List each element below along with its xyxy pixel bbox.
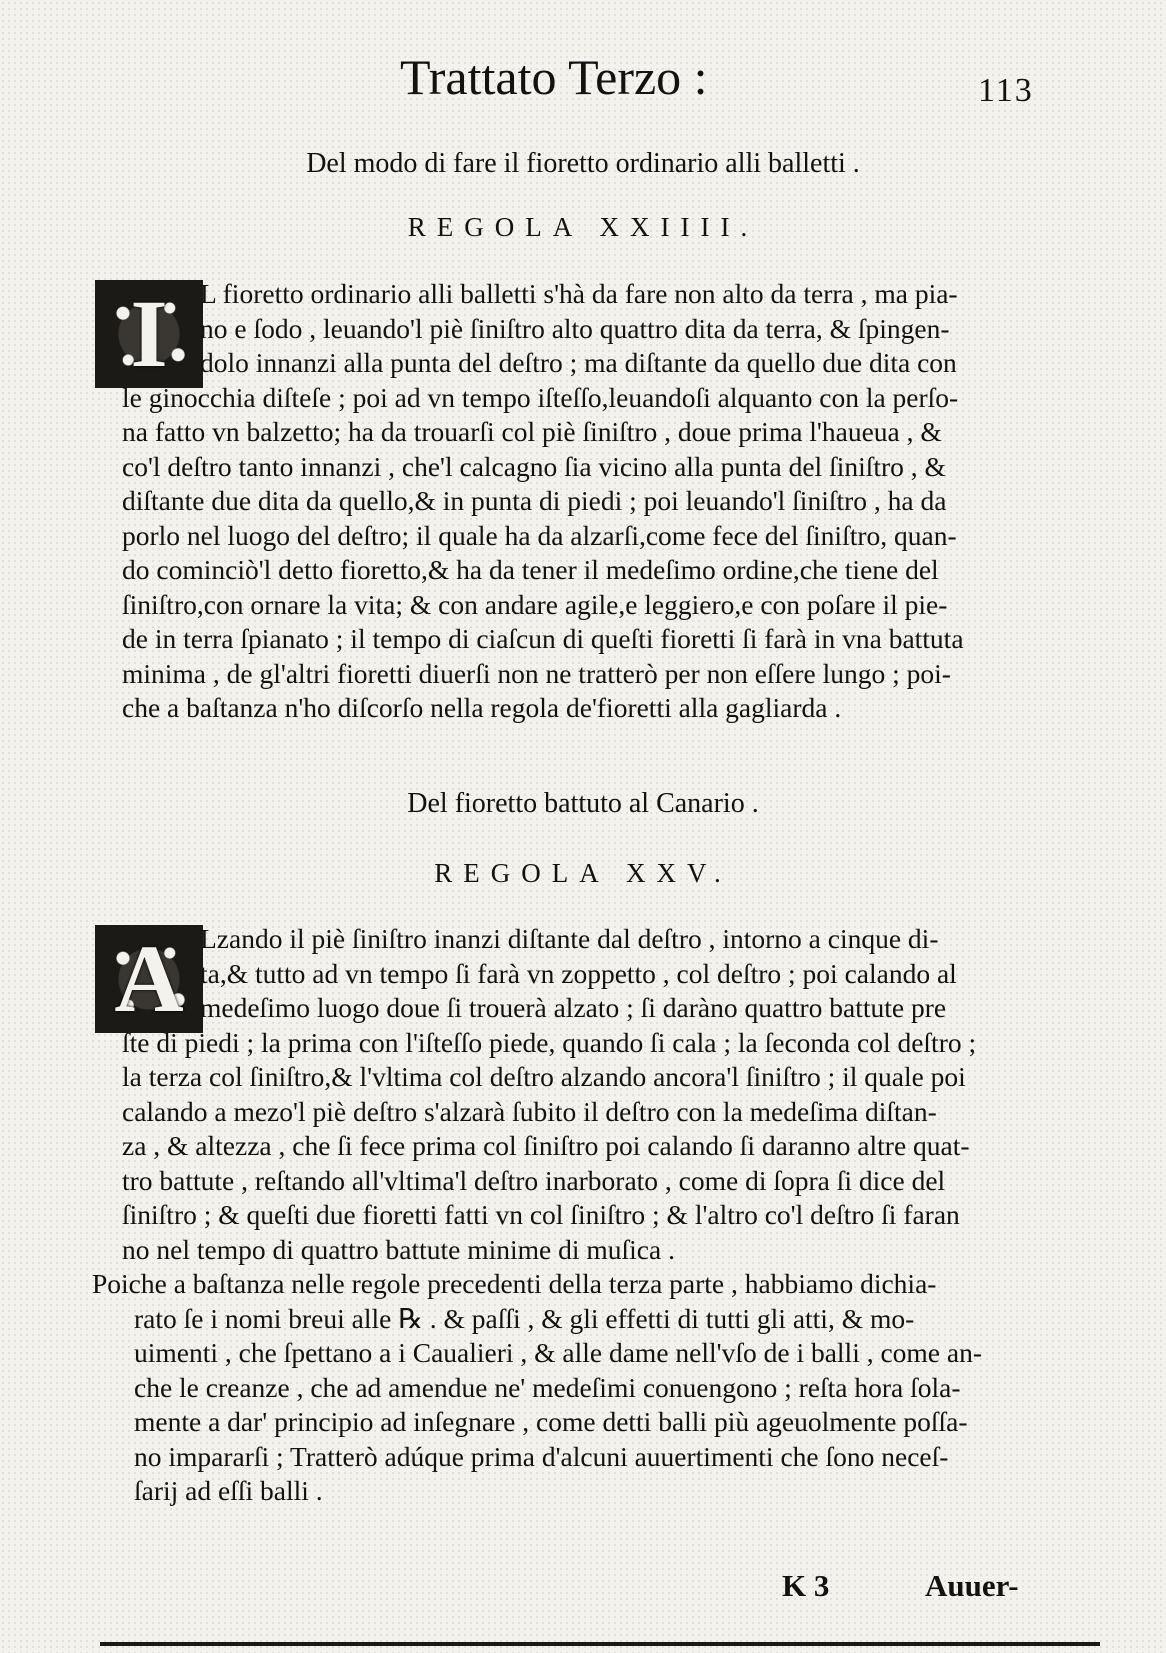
text-line: rato ſe i nomi breui alle ℞ . & paſſi , & gli effetti di tutti gli atti, & mo- (134, 1302, 915, 1334)
catchword: Auuer- (925, 1568, 1019, 1603)
text-line: Poiche a baſtanza nelle regole precedenti della terza parte , habbiamo dichia- (92, 1268, 937, 1299)
paragraph-regola-xxv (80, 922, 1060, 1267)
paragraph-regola-xxiiii (80, 277, 1060, 726)
running-title: Trattato Terzo : (400, 49, 708, 105)
text-line: L fioretto ordinario alli balletti s'hà da fare non alto da terra , ma pia- (200, 278, 958, 309)
initial-letter: I (130, 280, 168, 387)
text-line: uimenti , che ſpettano a i Caualieri , & alle dame nell'vſo de i balli , come an- (134, 1337, 983, 1368)
text-line: ſte di piedi ; la prima con l'iſteſſo piede, quando ſi cala ; la ſeconda col deſtro ; (122, 1026, 977, 1058)
initial-letter: A (114, 925, 184, 1032)
paragraph-closing (92, 1267, 1060, 1509)
page-number: 113 (978, 72, 1034, 109)
text-line: de in terra ſpianato ; il tempo di ciaſcun di queſti fioretti ſi farà in vna battuta (122, 623, 964, 654)
text-line: dolo innanzi alla punta del deſtro ; ma diſtante da quello due dita con (200, 347, 957, 378)
text-line: la terza col ſiniſtro,& l'vltima col deſtro alzando ancora'l ſiniſtro ; il quale poi (122, 1061, 966, 1092)
text-line: na fatto vn balzetto; ha da trouarſi col piè ſiniſtro , doue prima l'haueua , & (122, 416, 942, 447)
text-line: ſiniſtro,con ornare la vita; & con andare agile,e leggiero,e con poſare il pie- (122, 588, 948, 620)
text-line: che le creanze , che ad amendue ne' medeſimi conuengono ; reſta hora ſola- (134, 1371, 961, 1403)
text-line: Lzando il piè ſiniſtro inanzi diſtante dal deſtro , intorno a cinque di- (200, 923, 939, 954)
text-line: za , & altezza , che ſi fece prima col ſiniſtro poi calando ſi daranno altre quat- (122, 1130, 970, 1161)
text-line: minima , de gl'altri fioretti diuerſi non ne tratterò per non eſſere lungo ; poi- (122, 657, 951, 689)
text-line: ſarij ad eſſi balli . (134, 1475, 323, 1506)
text-line: che a baſtanza n'ho diſcorſo nella regola de'fioretti alla gagliarda . (122, 692, 842, 723)
text-line: calando a mezo'l piè deſtro s'alzarà ſubito il deſtro con la medeſima diſtan- (122, 1095, 937, 1127)
rule-heading-xxiiii: REGOLA XXIIII. (407, 212, 759, 242)
text-line: ſiniſtro ; & queſti due fioretti fatti vn col ſiniſtro ; & l'altro co'l deſtro ſi faran (122, 1199, 960, 1230)
text-line: no nel tempo di quattro battute minime di muſica . (122, 1233, 675, 1265)
text-line: medeſimo luogo doue ſi trouerà alzato ; ſi daràno quattro battute pre (200, 992, 947, 1023)
text-line: do cominciò'l detto fioretto,& ha da tener il medeſimo ordine,che tiene del (122, 554, 939, 585)
text-line: no e ſodo , leuando'l piè ſiniſtro alto quattro dita da terra, & ſpingen- (200, 312, 950, 344)
section-subtitle-fioretto-battuto: Del fioretto battuto al Canario . (407, 788, 759, 819)
text-line: no impararſi ; Tratterò adúque prima d'alcuni auuertimenti che ſono neceſ- (134, 1440, 949, 1472)
text-line: porlo nel luogo del deſtro; il quale ha da alzarſi,come fece del ſiniſtro, quan- (122, 519, 957, 551)
rule-heading-xxv: REGOLA XXV. (434, 858, 732, 888)
text-line: diſtante due dita da quello,& in punta di piedi ; poi leuando'l ſiniſtro , ha da (122, 485, 947, 516)
page-edge-rule (100, 1642, 1100, 1646)
text-line: co'l deſtro tanto innanzi , che'l calcagno ſia vicino alla punta del ſiniſtro , & (122, 450, 946, 482)
text-line: mente a dar' principio ad inſegnare , come detti balli più ageuolmente poſſa- (134, 1406, 968, 1437)
text-line: ta,& tutto ad vn tempo ſi farà vn zoppetto , col deſtro ; poi calando al (200, 957, 957, 989)
text-line: le ginocchia diſteſe ; poi ad vn tempo iſteſſo,leuandoſi alquanto con la perſo- (122, 381, 959, 413)
signature-mark: K 3 (782, 1568, 830, 1603)
section-subtitle-fioretto-ordinario: Del modo di fare il fioretto ordinario alli balletti . (306, 148, 860, 179)
text-line: tro battute , reſtando all'vltima'l deſtro inarborato , come di ſopra ſi dice del (122, 1164, 946, 1196)
